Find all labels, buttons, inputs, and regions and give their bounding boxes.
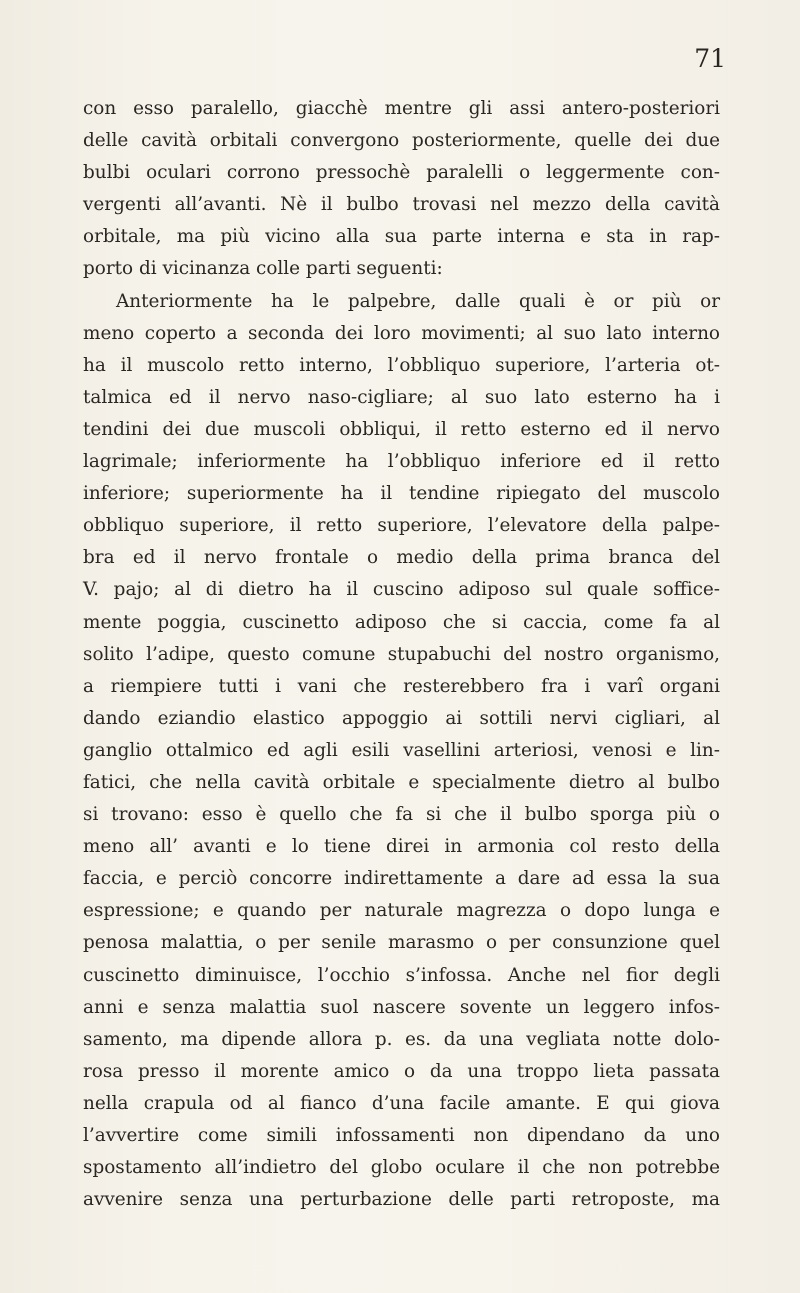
text-line: ganglio ottalmico ed agli esili vasellini arteriosi, venosi e lin- [83, 739, 720, 761]
page-number: 71 [694, 44, 726, 73]
text-line: anni e senza malattia suol nascere sovente un leggero infos- [83, 996, 720, 1018]
text-line: spostamento all’indietro del globo oculare il che non potrebbe [83, 1157, 720, 1179]
text-line: cuscinetto diminuisce, l’occhio s’infossa. Anche nel fior degli [83, 964, 720, 986]
text-line: meno all’ avanti e lo tiene direi in armonia col resto della [83, 836, 720, 858]
text-line: vergenti all’avanti. Nè il bulbo trovasi nel mezzo della cavità [83, 194, 720, 216]
text-line: samento, ma dipende allora p. es. da una vegliata notte dolo- [83, 1028, 720, 1050]
text-line: nella crapula od al fianco d’una facile amante. E qui giova [83, 1092, 720, 1114]
text-line: tendini dei due muscoli obbliqui, il retto esterno ed il nervo [83, 418, 720, 440]
text-line: porto di vicinanza colle parti seguenti: [83, 258, 443, 280]
text-line: V. pajo; al di dietro ha il cuscino adiposo sul quale soffice- [83, 579, 720, 601]
text-line: fatici, che nella cavità orbitale e specialmente dietro al bulbo [83, 771, 720, 793]
body-text [83, 93, 720, 1216]
text-line: bulbi oculari corrono pressochè paralelli o leggermente con- [83, 162, 720, 184]
text-line: a riempiere tutti i vani che resterebbero fra i varî organi [83, 675, 720, 697]
text-line: lagrimale; inferiormente ha l’obbliquo inferiore ed il retto [83, 451, 720, 473]
text-line: orbitale, ma più vicino alla sua parte interna e sta in rap- [83, 226, 720, 248]
text-line: solito l’adipe, questo comune stupabuchi del nostro organismo, [83, 643, 720, 665]
text-line: delle cavità orbitali convergono posteriormente, quelle dei due [83, 130, 720, 152]
text-line: talmica ed il nervo naso-cigliare; al suo lato esterno ha i [83, 386, 720, 408]
text-line: si trovano: esso è quello che fa si che il bulbo sporga più o [83, 804, 720, 826]
text-line: mente poggia, cuscinetto adiposo che si caccia, come fa al [83, 611, 720, 633]
text-line: penosa malattia, o per senile marasmo o per consunzione quel [83, 932, 720, 954]
text-line: con esso paralello, giacchè mentre gli assi antero-posteriori [83, 98, 720, 119]
text-line: avvenire senza una perturbazione delle parti retroposte, ma [83, 1189, 720, 1211]
text-line: dando eziandio elastico appoggio ai sottili nervi cigliari, al [83, 707, 720, 729]
text-line: rosa presso il morente amico o da una troppo lieta passata [83, 1060, 720, 1082]
text-line: faccia, e perciò concorre indirettamente a dare ad essa la sua [83, 868, 720, 890]
text-line: Anteriormente ha le palpebre, dalle quali è or più or [116, 290, 720, 312]
text-line: ha il muscolo retto interno, l’obbliquo superiore, l’arteria ot- [83, 354, 720, 376]
text-line: bra ed il nervo frontale o medio della prima branca del [83, 547, 720, 569]
text-line: espressione; e quando per naturale magrezza o dopo lunga e [83, 900, 720, 922]
text-line: l’avvertire come simili infossamenti non dipendano da uno [83, 1125, 720, 1146]
text-line: inferiore; superiormente ha il tendine ripiegato del muscolo [83, 483, 720, 505]
text-line: obbliquo superiore, il retto superiore, l’elevatore della palpe- [83, 515, 720, 537]
text-line: meno coperto a seconda dei loro movimenti; al suo lato interno [83, 322, 720, 344]
